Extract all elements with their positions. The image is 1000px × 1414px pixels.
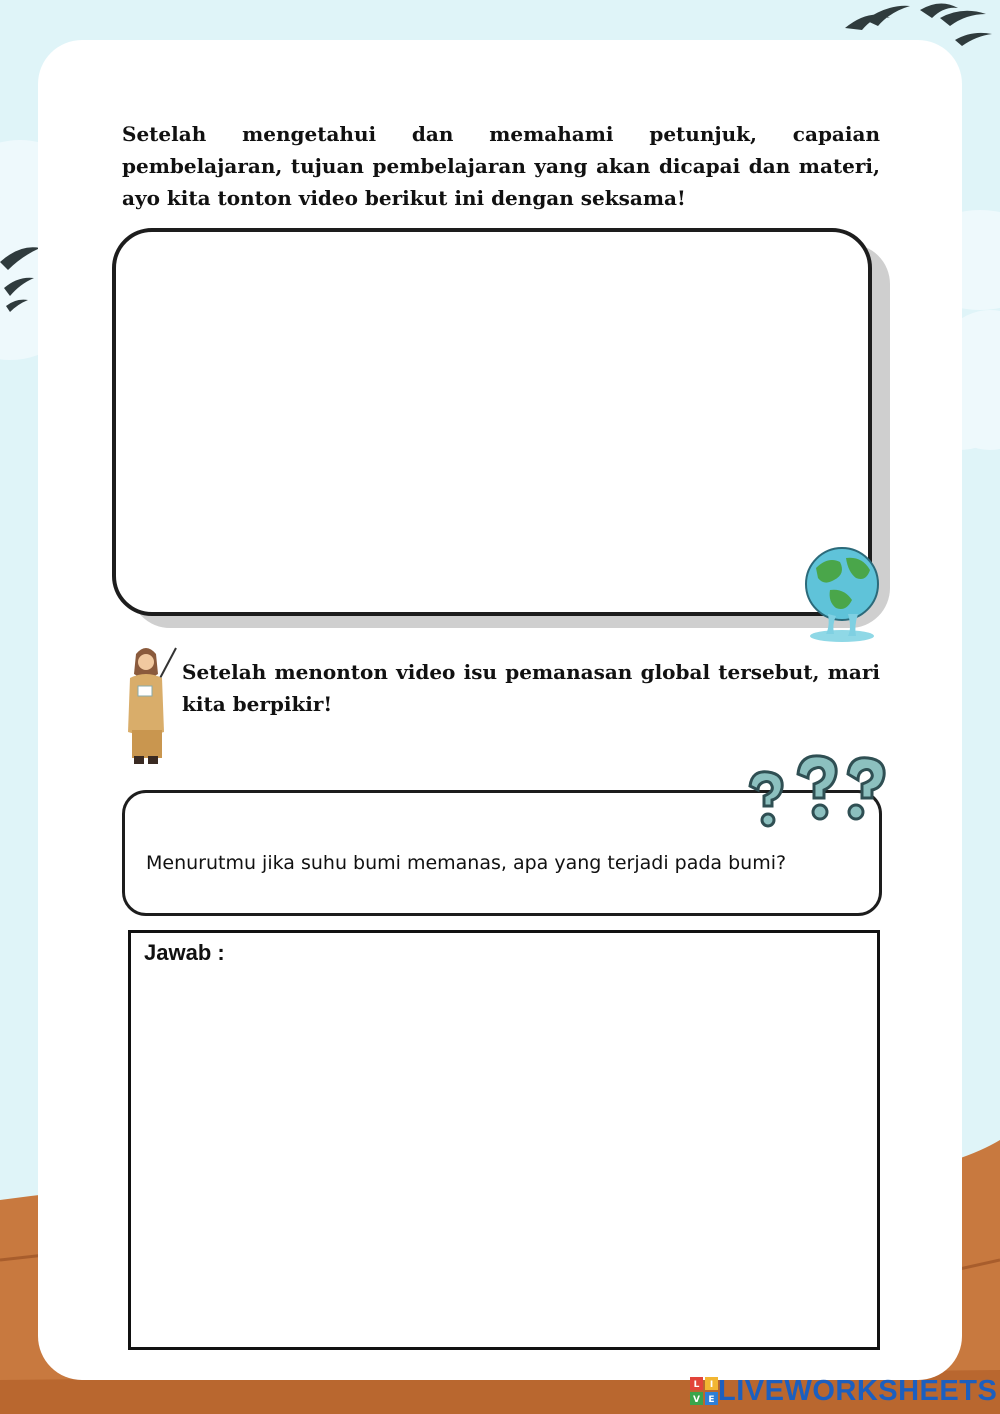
answer-label: Jawab :: [144, 940, 225, 965]
brand-name: LIVEWORKSHEETS: [718, 1374, 998, 1407]
think-prompt: Setelah menonton video isu pemanasan global tersebut, mari kita berpikir!: [182, 660, 880, 716]
badge-letter: L: [693, 1380, 700, 1390]
teacher-icon: [118, 642, 180, 770]
intro-instruction: Setelah mengetahui dan memahami petunjuk, capaian pembelajaran, tujuan pembelajaran yang akan dicapai dan materi, ayo kita tonton video berikut ini dengan seksama!: [122, 122, 880, 210]
answer-input[interactable]: [146, 980, 868, 1336]
badge-letter: I: [709, 1380, 714, 1390]
question-text: Menurutmu jika suhu bumi memanas, apa yang terjadi pada bumi?: [146, 852, 787, 874]
liveworksheets-badge-icon: [690, 1377, 718, 1405]
video-frame[interactable]: [112, 228, 872, 616]
question-marks-icon: [742, 750, 892, 834]
badge-letter: E: [708, 1395, 715, 1405]
badge-letter: V: [693, 1395, 700, 1405]
melting-earth-icon: [800, 546, 884, 646]
liveworksheets-logo[interactable]: [690, 1374, 997, 1408]
